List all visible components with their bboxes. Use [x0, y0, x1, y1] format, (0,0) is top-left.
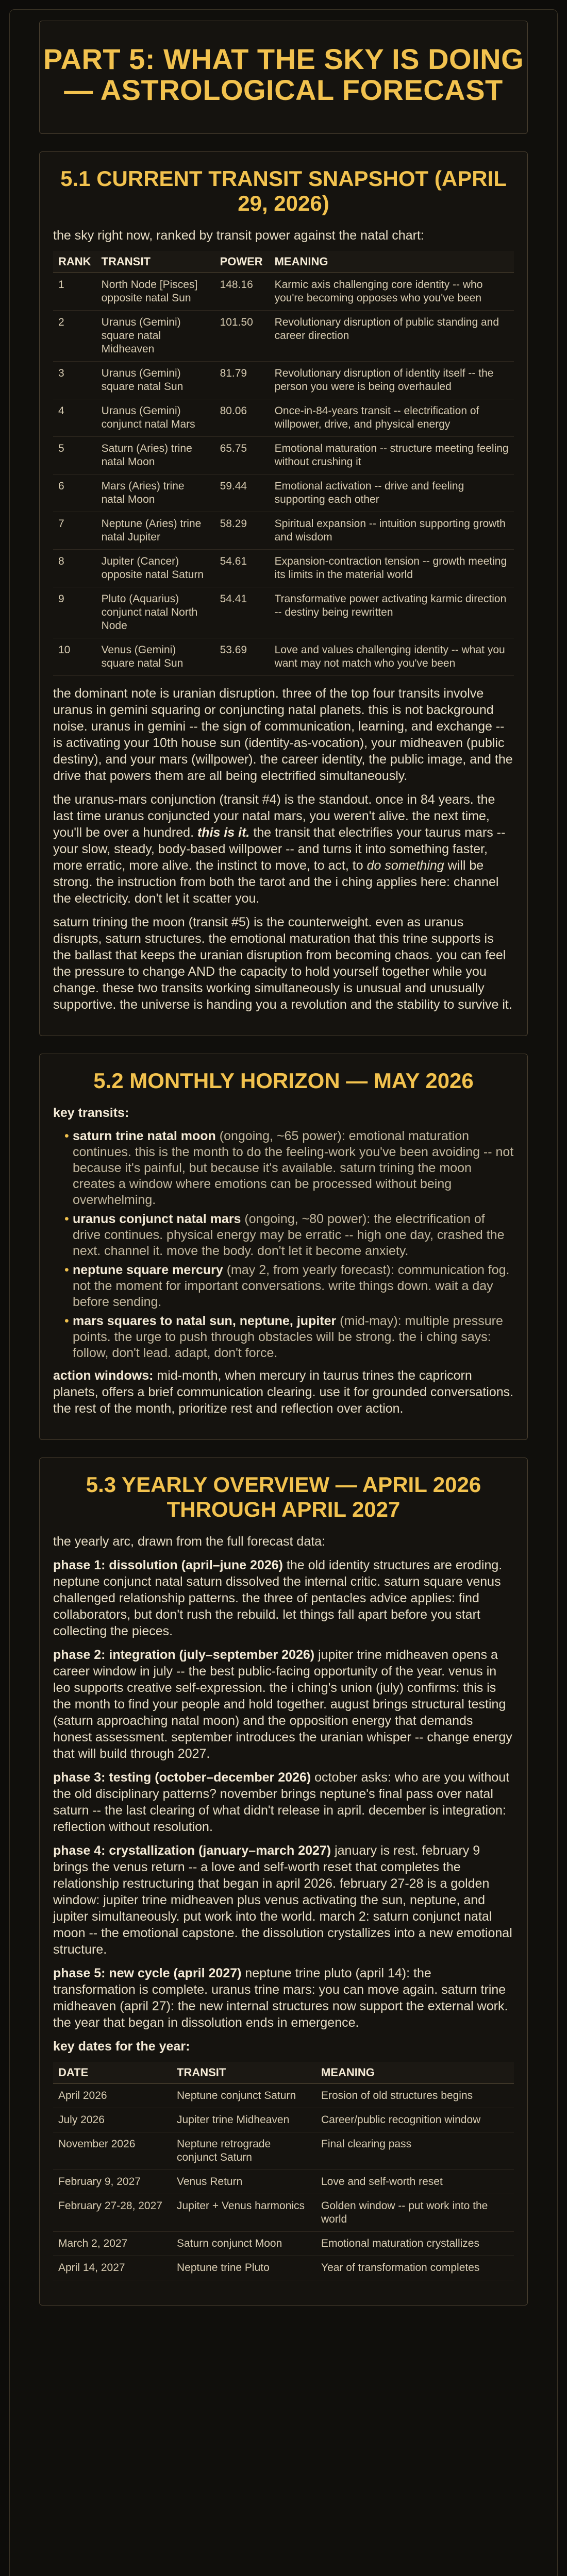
- transit-cell: North Node [Pisces] opposite natal Sun: [96, 273, 215, 311]
- transit-table: [53, 251, 514, 676]
- rank-cell: 9: [53, 587, 96, 638]
- date-cell: February 27-28, 2027: [53, 2194, 172, 2232]
- phase-paragraph: [53, 1842, 514, 1958]
- emphasis: this is it.: [197, 825, 250, 840]
- table-row: [53, 2232, 514, 2256]
- table-row: [53, 311, 514, 362]
- meaning-cell: Transformative power activating karmic direction -- destiny being rewritten: [270, 587, 514, 638]
- monthly-transit-list: [53, 1128, 514, 1361]
- rank-cell: 8: [53, 550, 96, 587]
- list-item: [64, 1313, 514, 1361]
- phase-paragraph: [53, 1965, 514, 2031]
- list-item: [64, 1211, 514, 1259]
- item-lead: uranus conjunct natal mars: [73, 1212, 241, 1226]
- section-yearly-overview: [39, 1458, 528, 2306]
- meaning-cell: Expansion-contraction tension -- growth meeting its limits in the material world: [270, 550, 514, 587]
- meaning-cell: Emotional activation -- drive and feeling supporting each other: [270, 474, 514, 512]
- list-item: [64, 1262, 514, 1310]
- phase-paragraph: [53, 1769, 514, 1835]
- power-cell: 54.41: [215, 587, 270, 638]
- emphasis: something: [385, 858, 444, 873]
- text-run: the uranus-mars conjunction (transit #4) is the standout. once in 84 years. the last time uranus conjuncted your natal mars, you weren't alive. the next time, you'll be over a hundred.: [53, 792, 495, 840]
- meaning-cell: Revolutionary disruption of identity itself -- the person you were is being overhauled: [270, 362, 514, 399]
- phase-paragraph: [53, 1557, 514, 1639]
- section-transit-snapshot: [39, 151, 528, 1036]
- meaning-cell: Final clearing pass: [316, 2132, 514, 2170]
- key-transits-label: key transits:: [53, 1106, 129, 1120]
- key-dates-label: key dates for the year:: [53, 2039, 190, 2054]
- document: [39, 21, 528, 2306]
- date-cell: February 9, 2027: [53, 2170, 172, 2194]
- phase-text: neptune trine pluto (april 14): the transformation is complete. uranus trine mars: you can move again. saturn trine midheaven (april 27): the new internal structures now support the external work. the year that began in dissolution ends in emergence.: [53, 1966, 508, 2030]
- text-run: the transit that electrifies your taurus mars -- your slow, steady, body-based willpower -- and turns it into something faster, more erratic, more alive. the instinct to move, to act, to: [53, 825, 506, 873]
- item-lead: neptune square mercury: [73, 1263, 223, 1277]
- meaning-cell: Spiritual expansion -- intuition supporting growth and wisdom: [270, 512, 514, 550]
- item-text: (mid-may): multiple pressure points. the urge to push through obstacles will be strong. the i ching says: follow, don't lead. adapt, don't force.: [73, 1314, 503, 1360]
- phase-label: phase 2: integration (july–september 2026): [53, 1648, 315, 1662]
- page-title: PART 5: WHAT THE SKY IS DOING — ASTROLOGICAL FORECAST: [43, 43, 524, 106]
- power-cell: 101.50: [215, 311, 270, 362]
- title-card: [39, 21, 528, 134]
- date-cell: July 2026: [53, 2108, 172, 2132]
- phase-text: january is rest. february 9 brings the venus return -- a love and self-worth reset that completes the relationship restructuring that began in april 2026. february 27-28 is a golden window: jupiter trine midheaven plus venus activating the sun, neptune, and jupiter simultaneously. put work into the world. march 2: saturn conjunct natal moon -- the emotional capstone. the dissolution crystallizes into a new emotional structure.: [53, 1843, 512, 1957]
- table-row: [53, 362, 514, 399]
- power-cell: 58.29: [215, 512, 270, 550]
- meaning-cell: Karmic axis challenging core identity -- who you're becoming opposes who you've been: [270, 273, 514, 311]
- col-header: TRANSIT: [96, 251, 215, 273]
- emphasis: do: [366, 858, 381, 873]
- date-cell: March 2, 2027: [53, 2232, 172, 2256]
- phase-text: october asks: who are you without the old disciplinary patterns? november brings neptune's final pass over natal saturn -- the last clearing of what didn't release in april. december is integration: reflection without resolution.: [53, 1770, 510, 1834]
- meaning-cell: Love and self-worth reset: [316, 2170, 514, 2194]
- power-cell: 59.44: [215, 474, 270, 512]
- paragraph-uranus-mars: [53, 791, 514, 907]
- table-header-row: [53, 2062, 514, 2084]
- table-row: [53, 2084, 514, 2108]
- table-row: [53, 550, 514, 587]
- power-cell: 53.69: [215, 638, 270, 676]
- table-row: [53, 2170, 514, 2194]
- transit-cell: Mars (Aries) trine natal Moon: [96, 474, 215, 512]
- transit-cell: Saturn (Aries) trine natal Moon: [96, 437, 215, 474]
- phase-list: [53, 1557, 514, 2031]
- power-cell: 65.75: [215, 437, 270, 474]
- phase-label: phase 5: new cycle (april 2027): [53, 1966, 242, 1980]
- table-row: [53, 273, 514, 311]
- meaning-cell: Career/public recognition window: [316, 2108, 514, 2132]
- transit-cell: Uranus (Gemini) square natal Midheaven: [96, 311, 215, 362]
- table-row: [53, 2256, 514, 2280]
- power-cell: 81.79: [215, 362, 270, 399]
- table-header-row: [53, 251, 514, 273]
- phase-label: phase 3: testing (october–december 2026): [53, 1770, 311, 1785]
- col-header: MEANING: [270, 251, 514, 273]
- transit-table-body: [53, 273, 514, 676]
- transit-cell: Neptune (Aries) trine natal Jupiter: [96, 512, 215, 550]
- transit-cell: Jupiter (Cancer) opposite natal Saturn: [96, 550, 215, 587]
- col-header: DATE: [53, 2062, 172, 2084]
- item-lead: saturn trine natal moon: [73, 1129, 216, 1143]
- transit-cell: Uranus (Gemini) square natal Sun: [96, 362, 215, 399]
- list-item: [64, 1128, 514, 1208]
- transit-cell: Pluto (Aquarius) conjunct natal North Node: [96, 587, 215, 638]
- key-dates-body: [53, 2084, 514, 2280]
- transit-cell: Venus (Gemini) square natal Sun: [96, 638, 215, 676]
- table-row: [53, 2108, 514, 2132]
- table-row: [53, 474, 514, 512]
- table-row: [53, 437, 514, 474]
- paragraph-uranian: the dominant note is uranian disruption. three of the top four transits involve uranus in gemini squaring or conjuncting natal planets. this is not background noise. uranus in gemini -- the sign of communication, learning, and exchange -- is activating your 10th house sun (identity-as-vocation), your midheaven (public destiny), and your mars (willpower). the career identity, the public image, and the drive that powers them are all being electrified simultaneously.: [53, 686, 513, 783]
- rank-cell: 10: [53, 638, 96, 676]
- rank-cell: 3: [53, 362, 96, 399]
- rank-cell: 6: [53, 474, 96, 512]
- table-row: [53, 399, 514, 437]
- transit-cell: Neptune conjunct Saturn: [172, 2084, 316, 2108]
- phase-text: the old identity structures are eroding. neptune conjunct natal saturn dissolved the internal critic. saturn square venus challenged relationship patterns. the three of pentacles advice applies: find collaborators, but don't rush the rebuild. let things fall apart before you start collecting the pieces.: [53, 1558, 503, 1638]
- section-heading: 5.1 CURRENT TRANSIT SNAPSHOT (APRIL 29, 2026): [60, 166, 507, 215]
- meaning-cell: Emotional maturation -- structure meeting feeling without crushing it: [270, 437, 514, 474]
- meaning-cell: Emotional maturation crystallizes: [316, 2232, 514, 2256]
- transit-cell: Neptune trine Pluto: [172, 2256, 316, 2280]
- power-cell: 54.61: [215, 550, 270, 587]
- meaning-cell: Love and values challenging identity -- what you want may not match who you've been: [270, 638, 514, 676]
- section-intro: the yearly arc, drawn from the full forecast data:: [53, 1534, 326, 1549]
- transit-cell: Uranus (Gemini) conjunct natal Mars: [96, 399, 215, 437]
- meaning-cell: Revolutionary disruption of public standing and career direction: [270, 311, 514, 362]
- rank-cell: 1: [53, 273, 96, 311]
- phase-paragraph: [53, 1647, 514, 1762]
- col-header: MEANING: [316, 2062, 514, 2084]
- rank-cell: 5: [53, 437, 96, 474]
- table-row: [53, 2194, 514, 2232]
- date-cell: April 2026: [53, 2084, 172, 2108]
- transit-cell: Jupiter + Venus harmonics: [172, 2194, 316, 2232]
- rank-cell: 2: [53, 311, 96, 362]
- table-row: [53, 587, 514, 638]
- power-cell: 148.16: [215, 273, 270, 311]
- text-run: will be strong. the instruction from both the tarot and the i ching applies here: channel the electricity. don't let it scatter you.: [53, 858, 499, 906]
- section-intro: the sky right now, ranked by transit power against the natal chart:: [53, 228, 424, 243]
- col-header: POWER: [215, 251, 270, 273]
- rank-cell: 7: [53, 512, 96, 550]
- meaning-cell: Erosion of old structures begins: [316, 2084, 514, 2108]
- phase-label: phase 1: dissolution (april–june 2026): [53, 1558, 283, 1572]
- action-label: action windows:: [53, 1368, 154, 1383]
- meaning-cell: Year of transformation completes: [316, 2256, 514, 2280]
- section-monthly-horizon: [39, 1054, 528, 1440]
- item-text: (ongoing, ~80 power): the electrification of drive continues. physical energy may be erratic -- high one day, crashed the next. channel it. move the body. don't let it become anxiety.: [73, 1212, 505, 1258]
- item-lead: mars squares to natal sun, neptune, jupiter: [73, 1314, 337, 1328]
- key-dates-table: [53, 2062, 514, 2280]
- date-cell: April 14, 2027: [53, 2256, 172, 2280]
- phase-label: phase 4: crystallization (january–march 2027): [53, 1843, 331, 1858]
- col-header: TRANSIT: [172, 2062, 316, 2084]
- power-cell: 80.06: [215, 399, 270, 437]
- transit-cell: Saturn conjunct Moon: [172, 2232, 316, 2256]
- action-windows: [53, 1367, 514, 1417]
- item-text: (ongoing, ~65 power): emotional maturation continues. this is the month to do the feeling-work you've been avoiding -- not because it's painful, but because it's available. saturn trining the moon creates a window where emotions can be processed without being overwhelming.: [73, 1129, 514, 1207]
- item-text: (may 2, from yearly forecast): communication fog. not the moment for important conversations. write things down. wait a day before sending.: [73, 1263, 510, 1309]
- action-text: mid-month, when mercury in taurus trines the capricorn planets, offers a brief communication clearing. use it for grounded conversations. the rest of the month, prioritize rest and reflection over action.: [53, 1368, 514, 1416]
- section-heading: 5.2 MONTHLY HORIZON — MAY 2026: [93, 1069, 474, 1093]
- table-row: [53, 512, 514, 550]
- transit-cell: Jupiter trine Midheaven: [172, 2108, 316, 2132]
- col-header: RANK: [53, 251, 96, 273]
- section-heading: 5.3 YEARLY OVERVIEW — APRIL 2026 THROUGH APRIL 2027: [86, 1472, 481, 1521]
- paragraph-saturn-moon: saturn trining the moon (transit #5) is the counterweight. even as uranus disrupts, saturn structures. the emotional maturation that this trine supports is the ballast that keeps the uranian disruption from becoming chaos. you can feel the pressure to change AND the capacity to hold yourself together while you change. these two transits working simultaneously is unusual and unusually supportive. the universe is handing you a revolution and the stability to survive it.: [53, 915, 512, 1012]
- table-row: [53, 638, 514, 676]
- date-cell: November 2026: [53, 2132, 172, 2170]
- phase-text: jupiter trine midheaven opens a career window in july -- the best public-facing opportunity of the year. venus in leo supports creative self-expression. the i ching's union (july) confirms: this is the month to find your people and hold together. august brings structural testing (saturn approaching natal moon) and the opposition energy that demands honest assessment. september introduces the uranian whisper -- change energy that will build through 2027.: [53, 1648, 512, 1761]
- meaning-cell: Once-in-84-years transit -- electrification of willpower, drive, and physical energy: [270, 399, 514, 437]
- transit-cell: Neptune retrograde conjunct Saturn: [172, 2132, 316, 2170]
- table-row: [53, 2132, 514, 2170]
- transit-cell: Venus Return: [172, 2170, 316, 2194]
- meaning-cell: Golden window -- put work into the world: [316, 2194, 514, 2232]
- rank-cell: 4: [53, 399, 96, 437]
